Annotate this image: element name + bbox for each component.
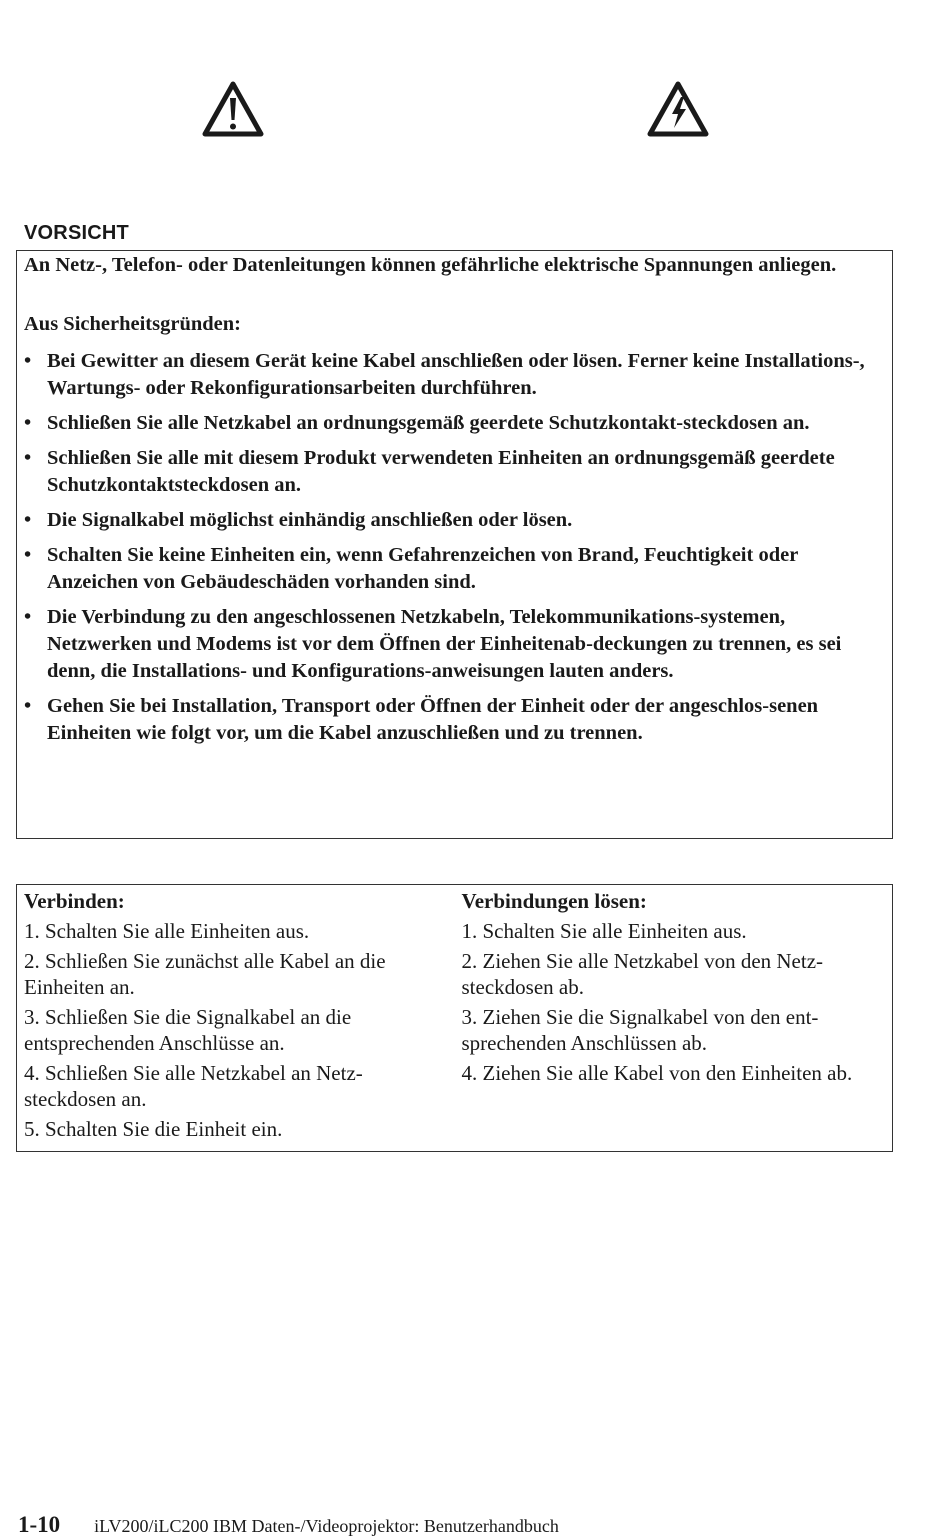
connect-step: 4. Schließen Sie alle Netzkabel an Netz-steckdosen an.: [24, 1061, 363, 1111]
caution-box: [16, 250, 893, 839]
disconnect-step: 2. Ziehen Sie alle Netzkabel von den Netz-steckdosen ab.: [461, 949, 824, 999]
caution-subhead: Aus Sicherheitsgründen:: [24, 313, 241, 335]
caution-item: • Die Signalkabel möglichst einhändig anschließen oder lösen.: [24, 507, 878, 534]
connect-step: 1. Schalten Sie alle Einheiten aus.: [24, 918, 310, 943]
connect-title: Verbinden:: [24, 889, 125, 913]
electrical-hazard-icon: [645, 78, 711, 140]
connect-step: 2. Schließen Sie zunächst alle Kabel an die Einheiten an.: [24, 949, 386, 999]
caution-heading: VORSICHT: [24, 222, 129, 244]
caution-item: • Schalten Sie keine Einheiten ein, wenn Gefahrenzeichen von Brand, Feuchtigkeit oder Anzeichen von Gebäudeschäden vorhanden sind.: [24, 542, 878, 596]
disconnect-step: 1. Schalten Sie alle Einheiten aus.: [461, 918, 747, 943]
caution-intro: An Netz-, Telefon- oder Datenleitungen können gefährliche elektrische Spannungen anliegen.: [24, 254, 837, 276]
page-footer: [18, 1512, 559, 1538]
connect-step: 5. Schalten Sie die Einheit ein.: [24, 1117, 283, 1141]
caution-list: [24, 348, 878, 747]
page-number: 1-10: [18, 1512, 61, 1537]
disconnect-steps: [462, 919, 886, 1087]
warning-triangle-icon: [200, 78, 266, 140]
caution-item: • Schließen Sie alle Netzkabel an ordnungsgemäß geerdete Schutzkontakt-steckdosen an.: [24, 410, 878, 437]
caution-item: • Schließen Sie alle mit diesem Produkt verwendeten Einheiten an ordnungsgemäß geerdete Schutzkontaktsteckdosen an.: [24, 445, 878, 499]
caution-item: • Bei Gewitter an diesem Gerät keine Kabel anschließen oder lösen. Ferner keine Installations-, Wartungs- oder Rekonfigurationsarbeiten durchführen.: [24, 348, 878, 402]
disconnect-title: Verbindungen lösen:: [461, 889, 647, 913]
caution-item: • Gehen Sie bei Installation, Transport oder Öffnen der Einheit oder der angeschlos-senen Einheiten wie folgt vor, um die Kabel anzuschließen und zu trennen.: [24, 693, 878, 747]
disconnect-step: 3. Ziehen Sie die Signalkabel von den ent-sprechenden Anschlüssen ab.: [461, 1005, 819, 1055]
connect-step: 3. Schließen Sie die Signalkabel an die entsprechenden Anschlüsse an.: [24, 1005, 352, 1055]
caution-item: • Die Verbindung zu den angeschlossenen Netzkabeln, Telekommunikations-systemen, Netzwerken und Modems ist vor dem Öffnen der Einheitenab-deckungen zu trennen, es sei denn, die Installations- und Konfigurations-anweisungen lauten anders.: [24, 604, 878, 685]
connection-table: [16, 884, 893, 1152]
connect-steps: [24, 919, 455, 1143]
connect-column: [24, 889, 455, 1151]
disconnect-column: [455, 889, 886, 1151]
document-title: iLV200/iLC200 IBM Daten-/Videoprojektor: Benutzerhandbuch: [94, 1516, 559, 1536]
disconnect-step: 4. Ziehen Sie alle Kabel von den Einheiten ab.: [461, 1061, 853, 1085]
